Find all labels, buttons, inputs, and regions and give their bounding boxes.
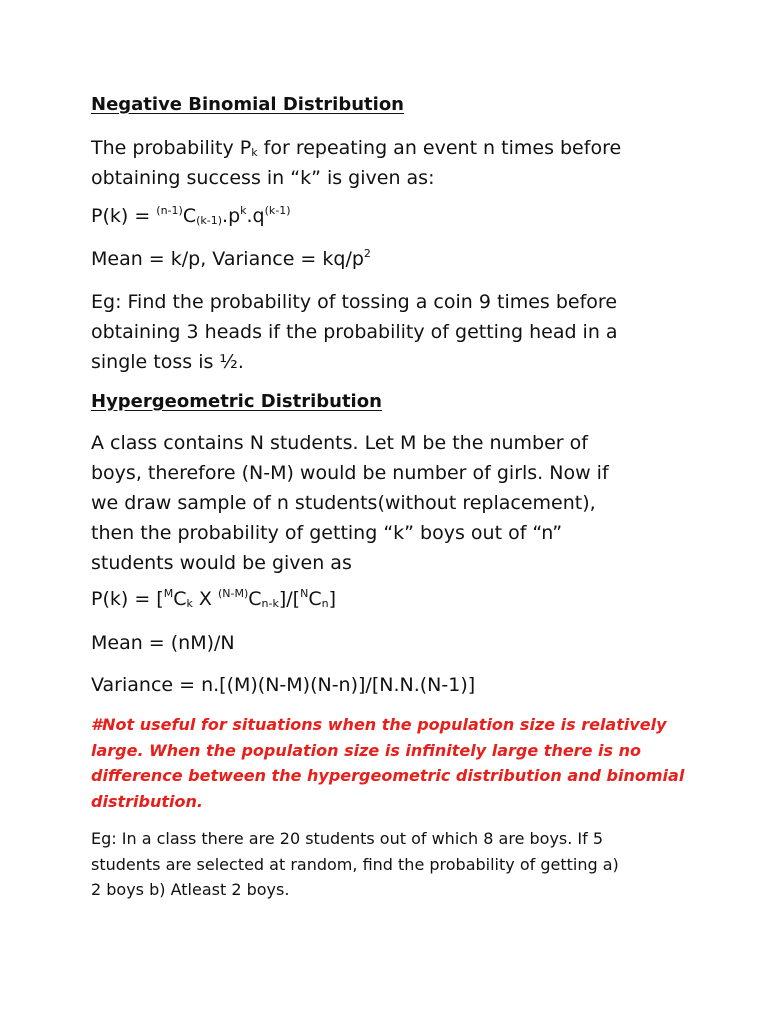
nb-intro-line-1: The probability $P_k$ for repeating an event n times before [91, 137, 622, 159]
nb-formula: $P(k) = ^{(n-1)}C_{(k-1)}.p^k.q^{(k-1)}$ [91, 204, 291, 227]
hg-note-line: distribution. [91, 791, 203, 811]
nb-example-line: Eg: Find the probability of tossing a coin 9 times before [91, 291, 618, 313]
hg-intro-line: then the probability of getting “k” boys out of “n” [91, 522, 563, 544]
hg-intro-line: we draw sample of n students(without replacement), [91, 492, 596, 514]
nb-example-line: single toss is ½. [91, 351, 244, 373]
hg-intro-line: boys, therefore (N-M) would be number of girls. Now if [91, 462, 609, 484]
nb-intro [91, 133, 621, 193]
hg-variance: Variance = n.[(M)(N-M)(N-n)]/[N.N.(N-1)] [91, 674, 476, 696]
hg-example [91, 826, 619, 903]
nb-example [91, 287, 618, 377]
hg-intro-line: students would be given as [91, 552, 352, 574]
nb-example-line: obtaining 3 heads if the probability of getting head in a [91, 321, 618, 343]
heading-negative-binomial: Negative Binomial Distribution [91, 94, 404, 115]
hg-example-line: 2 boys b) Atleast 2 boys. [91, 880, 290, 899]
subscript-k: k [251, 146, 258, 159]
nb-intro-line-2: obtaining success in “k” is given as: [91, 167, 435, 189]
hg-example-line: Eg: In a class there are 20 students out of which 8 are boys. If 5 [91, 829, 604, 848]
hg-note-line: #Not useful for situations when the population size is relatively [91, 715, 667, 734]
hg-intro-line: A class contains N students. Let M be the number of [91, 432, 588, 454]
hg-formula: $P(k) = [^MC_k$ X $^{(N-M)}C_{n-k}]/[^NC_n]$ [91, 587, 336, 610]
hg-example-line: students are selected at random, find the probability of getting a) [91, 854, 619, 874]
hg-note [91, 712, 684, 814]
hg-intro [91, 428, 609, 578]
hg-mean: Mean = (nM)/N [91, 632, 235, 654]
hg-note-line: large. When the population size is infinitely large there is no [91, 740, 641, 760]
hg-note-line: difference between the hypergeometric distribution and binomial [91, 766, 685, 785]
nb-mean-variance: Mean = k/p, Variance = $kq/p^2$ [91, 247, 371, 270]
heading-hypergeometric: Hypergeometric Distribution [91, 391, 382, 412]
